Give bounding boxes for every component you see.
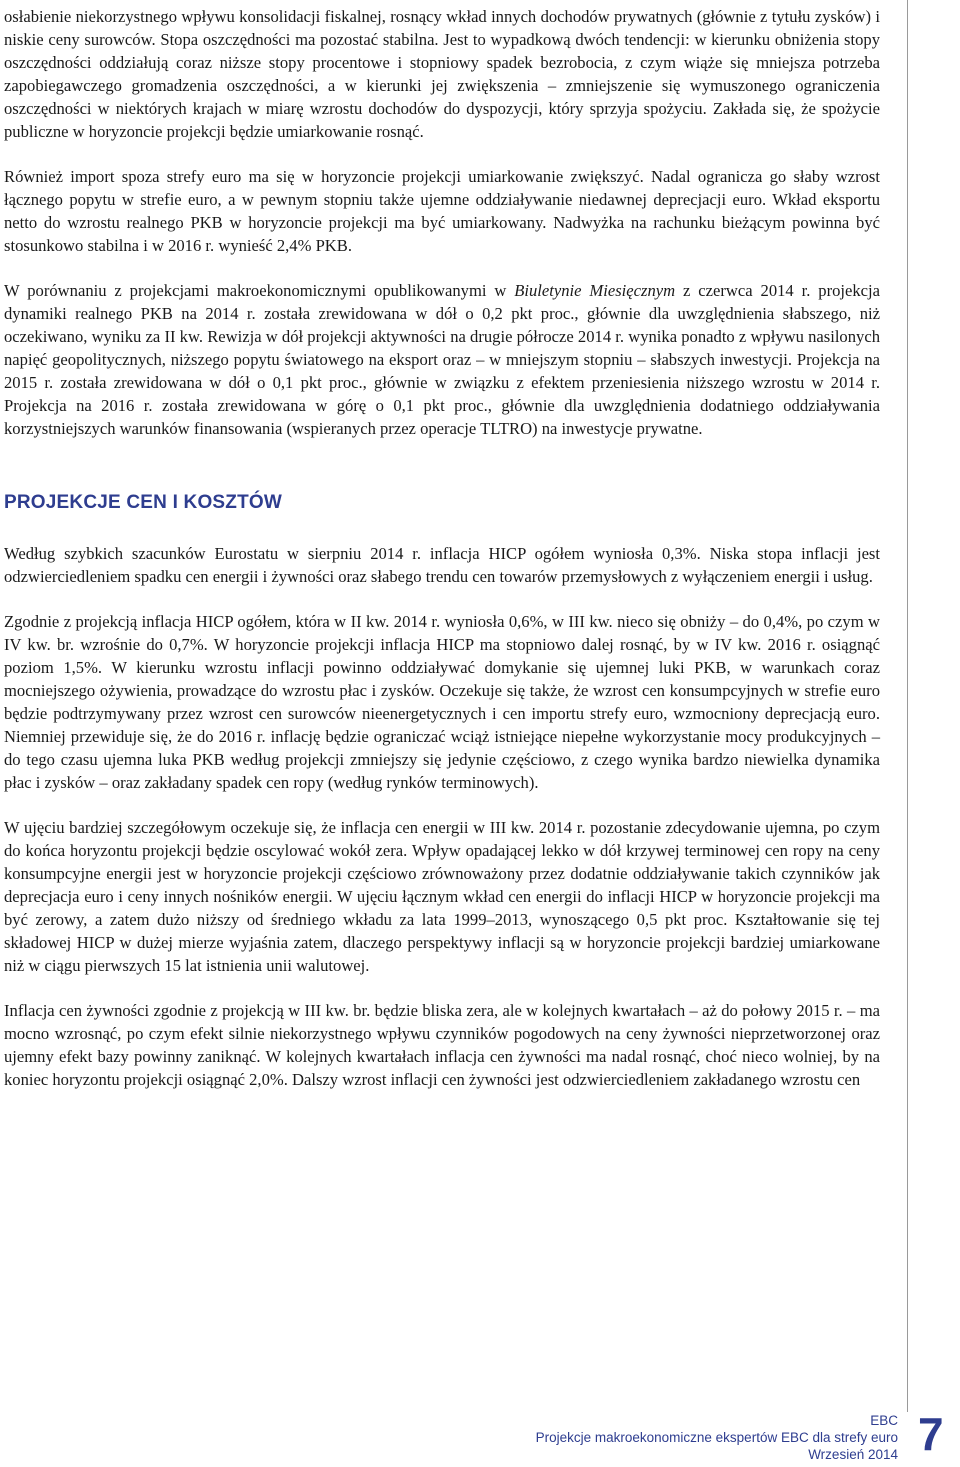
p3-text-end: z czerwca 2014 r. projekcja dynamiki realnego PKB na 2014 r. została zrewidowana w dół o 0,2 pkt proc., głównie dla uwzględnienia słabszego, niż oczekiwano, wyniku za II kw. Rewizja w dół projekcji aktywności na drugie półrocze 2014 r. wynika ponadto z wpływu nasilonych napięć geopolitycznych, niższego popytu światowego na eksport oraz – w mniejszym stopniu – słabszych inwestycji. Projekcja na 2015 r. została zrewidowana w dół o 0,1 pkt proc., głównie w związku z efektem przeniesienia niższego wzrostu w 2014 r. Projekcja na 2016 r. została zrewidowana w górę o 0,1 pkt proc., głównie dla uwzględnienia dodatniego oddziaływania korzystniejszych warunków finansowania (wspieranych przez operacje TLTRO) na inwestycje prywatne. — [4, 281, 880, 438]
paragraph-energy-inflation: W ujęciu bardziej szczegółowym oczekuje się, że inflacja cen energii w III kw. 2014 r. pozostanie zdecydowanie ujemna, po czym do końca horyzontu projekcji będzie oscylować wokół zera. Wpływ opadającej lekko w dół krzywej terminowej cen ropy na ceny konsumpcyjne energii jest w horyzoncie projekcji częściowo zrównoważony przez dodatnie oddziaływanie takich czynników jak deprecjacja euro i ceny innych nośników energii. W ujęciu łącznym wkład cen energii do inflacji HICP w horyzoncie projekcji ma być zerowy, a zatem dużo niższy od średniego wkładu za lata 1999–2013, wynoszącego 0,5 pkt proc. Kształtowanie się tej składowej HICP w dużej mierze wyjaśnia zatem, dlaczego perspektywy inflacji są w horyzoncie projekcji bardziej umiarkowane niż w ciągu pierwszych 15 lat istnienia unii walutowej. — [4, 818, 880, 975]
footer-date: Wrzesień 2014 — [808, 1447, 898, 1462]
footer-title: Projekcje makroekonomiczne ekspertów EBC dla strefy euro — [535, 1430, 898, 1445]
paragraph-eurostat-flash: Według szybkich szacunków Eurostatu w sierpniu 2014 r. inflacja HICP ogółem wyniosła 0,3%. Niska stopa inflacji jest odzwierciedleniem spadku cen energii i żywności oraz słabego trendu cen towarów przemysłowych z wyłączeniem energii i usług. — [4, 544, 880, 586]
publication-title: Biuletynie Miesięcznym — [514, 281, 676, 300]
paragraph-private-consumption: osłabienie niekorzystnego wpływu konsolidacji fiskalnej, rosnący wkład innych dochodów prywatnych (głównie z tytułu zysków) i niskie ceny surowców. Stopa oszczędności ma pozostać stabilna. Jest to wypadkową dwóch tendencji: w kierunku obniżenia stopy oszczędności oddziałują coraz niższe stopy procentowe i stopniowy spadek bezrobocia, z czym wiąże się mniejsza potrzeba zapobiegawczego gromadzenia oszczędności, a w kierunki jej zwiększenia – zmniejszenie się wymuszonego ograniczenia oszczędności w niektórych krajach w miarę wzrostu dochodów do dyspozycji, który sprzyja spożyciu. Zakłada się, że spożycie publiczne w horyzoncie projekcji będzie umiarkowanie rosnąć. — [4, 7, 880, 141]
paragraph-imports: Również import spoza strefy euro ma się w horyzoncie projekcji umiarkowanie zwiększyć. Nadal ogranicza go słaby wzrost łącznego popytu w strefie euro, a w pewnym stopniu także ujemne oddziaływanie niedawnej deprecjacji euro. Wkład eksportu netto do wzrostu realnego PKB w horyzoncie projekcji ma być umiarkowany. Nadwyżka na rachunku bieżącym powinna być stosunkowo stabilna i w 2016 r. wynieść 2,4% PKB. — [4, 167, 880, 255]
page-body — [4, 5, 880, 1091]
page-number: 7 — [918, 1408, 944, 1460]
page-footer — [536, 1412, 898, 1463]
paragraph-food-inflation: Inflacja cen żywności zgodnie z projekcją w III kw. br. będzie bliska zera, ale w kolejnych kwartałach – aż do połowy 2015 r. – ma mocno wzrosnąć, po czym efekt silnie niekorzystnego wpływu czynników pogodowych na ceny żywności nieprzetworzonej oraz ujemny efekt bazy powinny zaniknąć. W kolejnych kwartałach inflacja cen żywności ma nadal rosnąć, choć nieco wolniej, by na koniec horyzontu projekcji osiągnąć 2,0%. Dalszy wzrost inflacji cen żywności jest odzwierciedleniem zakładanego wzrostu cen — [4, 1001, 880, 1089]
paragraph-gdp-revision — [4, 279, 880, 440]
margin-rule — [907, 0, 908, 1412]
section-heading: PROJEKCJE CEN I KOSZTÓW — [4, 492, 283, 513]
paragraph-hicp-projection: Zgodnie z projekcją inflacja HICP ogółem, która w II kw. 2014 r. wyniosła 0,6%, w III kw. nieco się obniży – do 0,4%, po czym w IV kw. br. wzrośnie do 0,7%. W horyzoncie projekcji inflacja HICP ma stopniowo dalej rosnąć, by w IV kw. 2016 r. osiągnąć poziom 1,5%. W kierunku wzrostu inflacji powinno oddziaływać domykanie się ujemnej luki PKB, w warunkach coraz mocniejszego ożywienia, prowadzące do wzrostu płac i zysków. Oczekuje się także, że wzrost cen konsumpcyjnych w strefie euro będzie podtrzymywany przez wzrost cen surowców nieenergetycznych i cen importu strefy euro, wzmocniony deprecjacją euro. Niemniej przewiduje się, że do 2016 r. inflację będzie ograniczać wciąż istniejące niepełne wykorzystanie mocy produkcyjnych – do tego czasu ujemna luka PKB według projekcji zmniejszy się jedynie częściowo, z czego wynika bardzo niewielka dynamika płac i zysków – oraz zakładany spadek cen ropy (według rynków terminowych). — [4, 612, 880, 792]
p3-text-start: W porównaniu z projekcjami makroekonomicznymi opublikowanymi w — [4, 281, 515, 300]
footer-org: EBC — [870, 1413, 898, 1428]
